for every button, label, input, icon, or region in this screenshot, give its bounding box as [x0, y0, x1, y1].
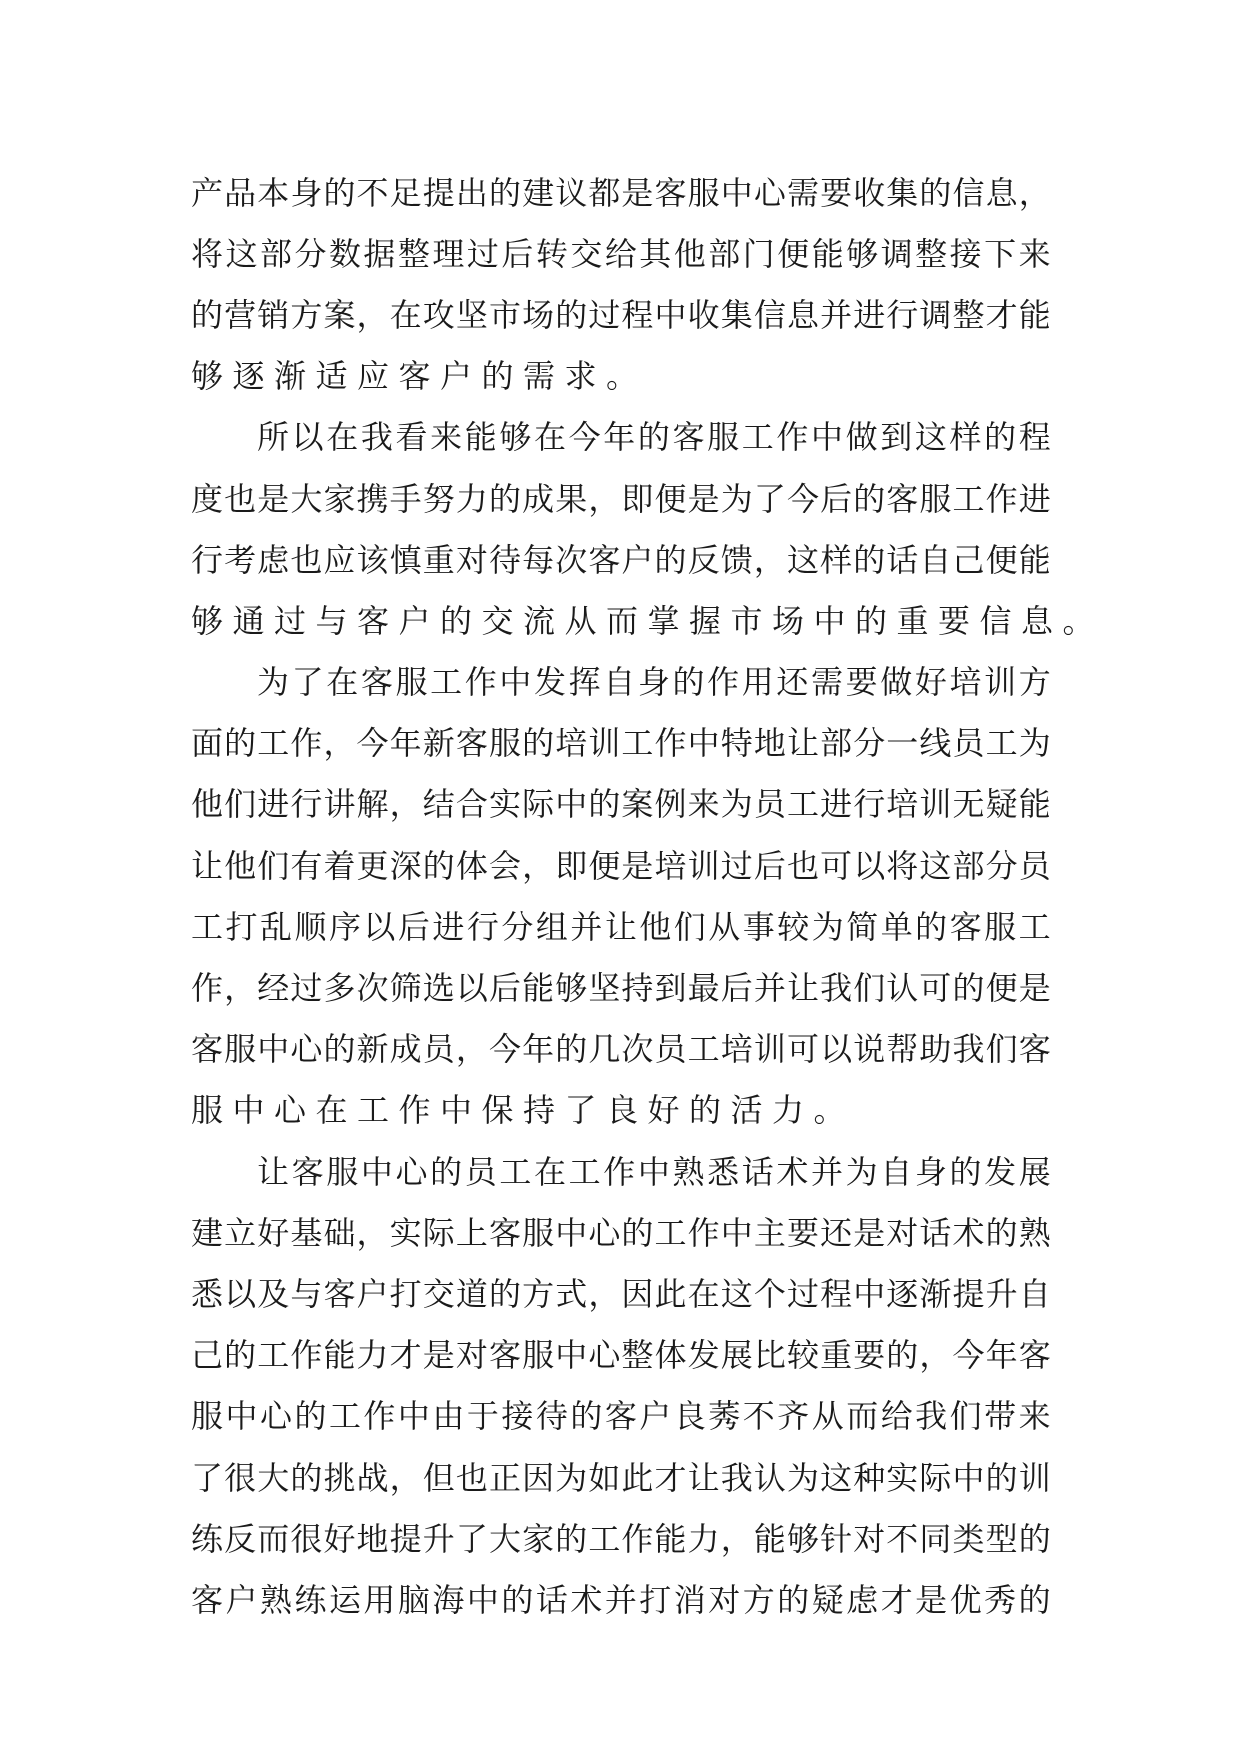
text-line: 作 ， 经 过 多 次 筛 选 以 后 能 够 坚 持 到 最 后 并 让 我 们 认 可 的 便 是	[191, 969, 1051, 1008]
text-line: 度 也 是 大 家 携 手 努 力 的 成 果 ， 即 便 是 为 了 今 后 的 客 服 工 作 进	[191, 479, 1051, 518]
text-line: 产 品 本 身 的 不 足 提 出 的 建 议 都 是 客 服 中 心 需 要 收 集 的 信 息 ，	[191, 173, 1051, 212]
text-line: 所 以 在 我 看 来 能 够 在 今 年 的 客 服 工 作 中 做 到 这 样 的 程	[257, 418, 1051, 457]
text-line: 工 打 乱 顺 序 以 后 进 行 分 组 并 让 他 们 从 事 较 为 简 单 的 客 服 工	[191, 907, 1051, 946]
text-line: 练 反 而 很 好 地 提 升 了 大 家 的 工 作 能 力 ， 能 够 针 对 不 同 类 型 的	[191, 1519, 1051, 1558]
text-line: 服 中 心 的 工 作 中 由 于 接 待 的 客 户 良 莠 不 齐 从 而 给 我 们 带 来	[191, 1397, 1051, 1436]
text-line: 行 考 虑 也 应 该 慎 重 对 待 每 次 客 户 的 反 馈 ， 这 样 的 话 自 己 便 能	[191, 540, 1051, 579]
text-line: 够通过与客户的交流从而掌握市场中的重要信息。	[191, 601, 1105, 640]
text-line: 让 他 们 有 着 更 深 的 体 会 ， 即 便 是 培 训 过 后 也 可 以 将 这 部 分 员	[191, 846, 1051, 885]
text-line: 够逐渐适应客户的需求。	[191, 357, 648, 396]
text-line: 的 营 销 方 案 ， 在 攻 坚 市 场 的 过 程 中 收 集 信 息 并 进 行 调 整 才 能	[191, 295, 1051, 334]
text-line: 建 立 好 基 础 ， 实 际 上 客 服 中 心 的 工 作 中 主 要 还 是 对 话 术 的 熟	[191, 1213, 1051, 1252]
text-line: 面 的 工 作 ， 今 年 新 客 服 的 培 训 工 作 中 特 地 让 部 分 一 线 员 工 为	[191, 724, 1051, 763]
text-line: 客 服 中 心 的 新 成 员 ， 今 年 的 几 次 员 工 培 训 可 以 说 帮 助 我 们 客	[191, 1030, 1051, 1069]
text-line: 了 很 大 的 挑 战 ， 但 也 正 因 为 如 此 才 让 我 认 为 这 种 实 际 中 的 训	[191, 1458, 1051, 1497]
text-line: 悉 以 及 与 客 户 打 交 道 的 方 式 ， 因 此 在 这 个 过 程 中 逐 渐 提 升 自	[191, 1274, 1051, 1313]
text-line: 为 了 在 客 服 工 作 中 发 挥 自 身 的 作 用 还 需 要 做 好 培 训 方	[257, 663, 1051, 702]
text-line: 服中心在工作中保持了良好的活力。	[191, 1091, 856, 1130]
text-line: 让 客 服 中 心 的 员 工 在 工 作 中 熟 悉 话 术 并 为 自 身 的 发 展	[257, 1152, 1051, 1191]
text-line: 他 们 进 行 讲 解 ， 结 合 实 际 中 的 案 例 来 为 员 工 进 行 培 训 无 疑 能	[191, 785, 1051, 824]
text-line: 己 的 工 作 能 力 才 是 对 客 服 中 心 整 体 发 展 比 较 重 要 的 ， 今 年 客	[191, 1336, 1051, 1375]
body-text	[191, 160, 1105, 1629]
text-line: 客 户 熟 练 运 用 脑 海 中 的 话 术 并 打 消 对 方 的 疑 虑 才 是 优 秀 的	[191, 1580, 1051, 1619]
text-line: 将 这 部 分 数 据 整 理 过 后 转 交 给 其 他 部 门 便 能 够 调 整 接 下 来	[191, 234, 1051, 273]
